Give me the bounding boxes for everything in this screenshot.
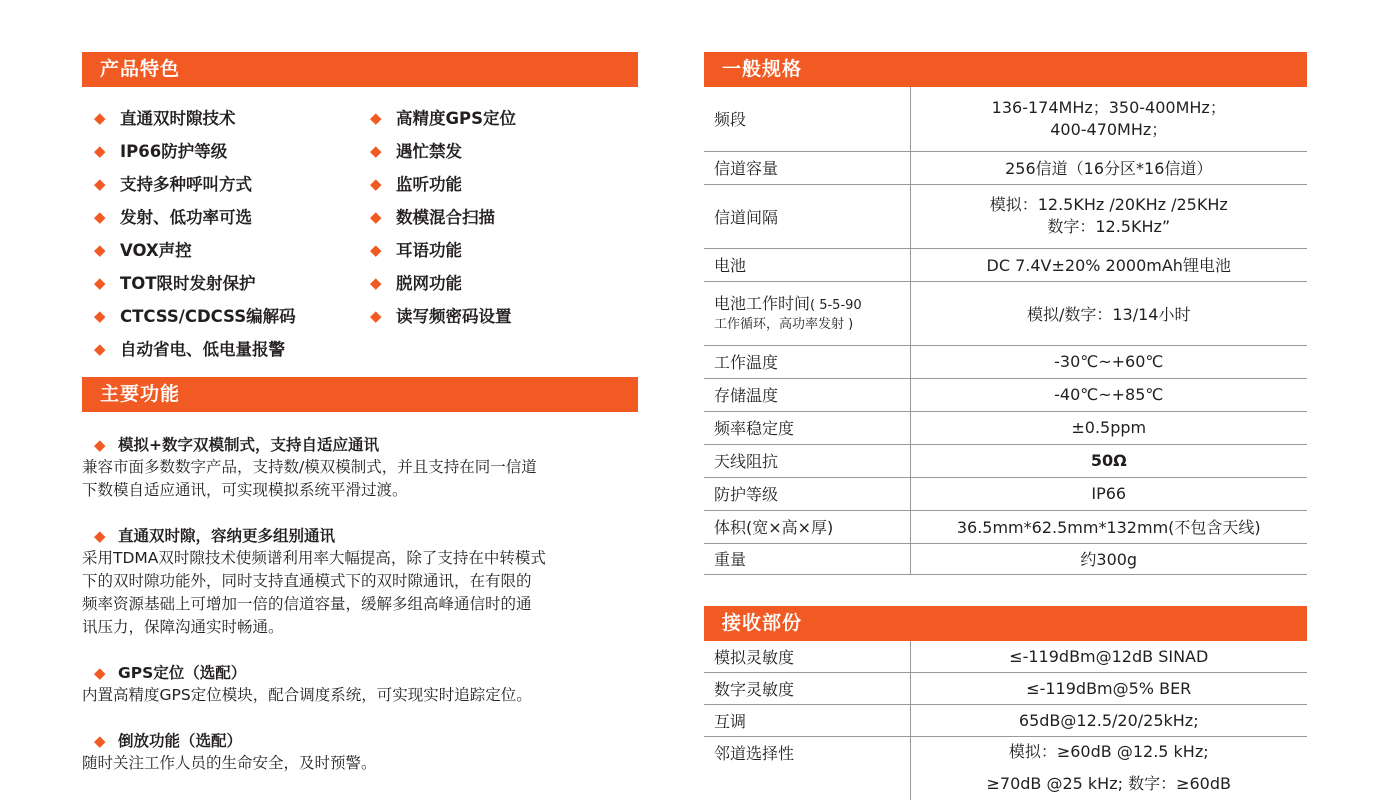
spec-value: 256信道（16分区*16信道） (910, 151, 1307, 184)
function-title-text: GPS定位（选配） (118, 664, 247, 682)
feature-item (370, 303, 516, 336)
feature-item (94, 204, 296, 237)
diamond-bullet-icon: ◆ (94, 340, 106, 358)
feature-label: 发射、低功率可选 (120, 208, 252, 227)
spec-key: 存储温度 (704, 378, 910, 411)
spec-value: DC 7.4V±20% 2000mAh锂电池 (910, 248, 1307, 281)
function-body (82, 684, 642, 707)
diamond-bullet-icon: ◆ (94, 274, 106, 292)
diamond-bullet-icon: ◆ (94, 664, 106, 682)
body-line: 内置高精度GPS定位模块，配合调度系统，可实现实时追踪定位。 (82, 686, 532, 704)
spec-value: ≤-119dBm@12dB SINAD (910, 641, 1307, 673)
spec-key: 频段 (704, 87, 910, 151)
function-block (82, 728, 638, 775)
function-block (82, 523, 638, 639)
left-column (82, 52, 638, 796)
spec-value-line: 模拟：12.5KHz /20KHz /25KHz (989, 195, 1228, 214)
diamond-bullet-icon: ◆ (370, 274, 382, 292)
features-list (82, 87, 638, 377)
spec-row (704, 378, 1307, 411)
feature-label: 读写频密码设置 (396, 307, 512, 326)
function-title (82, 523, 638, 547)
diamond-bullet-icon: ◆ (370, 175, 382, 193)
spec-row (704, 345, 1307, 378)
spec-key: 体积(宽×高×厚) (704, 510, 910, 543)
spec-key: 信道容量 (704, 151, 910, 184)
function-body (82, 547, 642, 639)
function-body (82, 456, 642, 502)
functions-list (82, 412, 638, 775)
spec-key-cell (704, 281, 910, 345)
diamond-bullet-icon: ◆ (94, 732, 106, 750)
feature-label: 直通双时隙技术 (120, 109, 236, 128)
spec-value: IP66 (910, 477, 1307, 510)
spec-value: -30℃~+60℃ (910, 345, 1307, 378)
diamond-bullet-icon: ◆ (94, 175, 106, 193)
features-header: 产品特色 (82, 52, 638, 87)
spec-value: 36.5mm*62.5mm*132mm(不包含天线) (910, 510, 1307, 543)
spec-row (704, 641, 1307, 673)
diamond-bullet-icon: ◆ (370, 109, 382, 127)
spec-value-line: ≥70dB @25 kHz; 数字：≥60dB (986, 774, 1231, 793)
function-title (82, 728, 638, 752)
spec-key: 电池 (704, 248, 910, 281)
function-title-text: 模拟+数字双模制式，支持自适应通讯 (118, 436, 379, 454)
spec-value-line: 模拟：≥60dB @12.5 kHz; (1008, 742, 1209, 761)
diamond-bullet-icon: ◆ (370, 241, 382, 259)
spec-row (704, 737, 1307, 800)
spec-key: 天线阻抗 (704, 444, 910, 477)
feature-item (370, 138, 516, 171)
diamond-bullet-icon: ◆ (94, 109, 106, 127)
spec-key: 模拟灵敏度 (704, 641, 910, 673)
diamond-bullet-icon: ◆ (370, 307, 382, 325)
spec-key: 数字灵敏度 (704, 673, 910, 705)
feature-label: 耳语功能 (396, 241, 462, 260)
feature-item (94, 171, 296, 204)
right-column (704, 52, 1307, 800)
feature-item (370, 204, 516, 237)
spec-key: 工作温度 (704, 345, 910, 378)
feature-label: 高精度GPS定位 (396, 109, 517, 128)
spec-row (704, 705, 1307, 737)
features-col-2 (370, 105, 516, 336)
feature-label: 支持多种呼叫方式 (120, 175, 252, 194)
function-title (82, 432, 638, 456)
diamond-bullet-icon: ◆ (94, 208, 106, 226)
body-line: 采用TDMA双时隙技术使频谱利用率大幅提高，除了支持在中转模式 (82, 549, 546, 567)
spec-row (704, 411, 1307, 444)
spec-row (704, 184, 1307, 248)
spec-row (704, 248, 1307, 281)
function-block (82, 432, 638, 502)
function-title-text: 直通双时隙，容纳更多组别通讯 (118, 527, 336, 545)
spec-key-main (714, 293, 910, 315)
feature-label: 遇忙禁发 (396, 142, 462, 161)
spec-value: 50Ω (910, 444, 1307, 477)
diamond-bullet-icon: ◆ (94, 241, 106, 259)
feature-item (94, 105, 296, 138)
feature-item (370, 237, 516, 270)
functions-header: 主要功能 (82, 377, 638, 412)
spec-row (704, 543, 1307, 574)
body-line: 随时关注工作人员的生命安全，及时预警。 (82, 754, 377, 772)
spec-value: 65dB@12.5/20/25kHz; (910, 705, 1307, 737)
feature-item (370, 270, 516, 303)
spec-value: ≤-119dBm@5% BER (910, 673, 1307, 705)
feature-label: 自动省电、低电量报警 (120, 340, 285, 359)
spec-value (910, 87, 1307, 151)
spec-key: 重量 (704, 543, 910, 574)
spec-key: 防护等级 (704, 477, 910, 510)
body-line: 讯压力，保障沟通实时畅通。 (82, 618, 284, 636)
function-block (82, 660, 638, 707)
spec-value-line: 136-174MHz；350-400MHz； (991, 97, 1226, 117)
spec-value-line: 400-470MHz； (1050, 119, 1168, 139)
feature-label: VOX声控 (120, 241, 192, 260)
body-line: 下的双时隙功能外，同时支持直通模式下的双时隙通讯，在有限的 (82, 572, 532, 590)
spec-key: 频率稳定度 (704, 411, 910, 444)
spec-value (910, 184, 1307, 248)
feature-item (94, 138, 296, 171)
feature-item (370, 105, 516, 138)
feature-label: CTCSS/CDCSS编解码 (120, 307, 296, 326)
spec-row (704, 151, 1307, 184)
body-line: 频率资源基础上可增加一倍的信道容量，缓解多组高峰通信时的通 (82, 595, 532, 613)
diamond-bullet-icon: ◆ (94, 307, 106, 325)
diamond-bullet-icon: ◆ (94, 142, 106, 160)
diamond-bullet-icon: ◆ (94, 436, 106, 454)
spec-value: ±0.5ppm (910, 411, 1307, 444)
receive-spec-table (704, 641, 1307, 800)
function-body (82, 752, 642, 775)
spec-key: 电池工作时间 (714, 293, 811, 313)
spec-value: 约300g (910, 543, 1307, 574)
spec-key: 互调 (704, 705, 910, 737)
feature-label: IP66防护等级 (120, 142, 228, 161)
spec-key-sub: 工作循环，高功率发射 ) (714, 316, 854, 332)
spec-row (704, 281, 1307, 345)
feature-item (94, 336, 296, 369)
spec-value: -40℃~+85℃ (910, 378, 1307, 411)
spec-value: 模拟/数字：13/14小时 (910, 281, 1307, 345)
feature-item (94, 237, 296, 270)
features-col-1 (94, 105, 296, 369)
spec-key-note: ( 5-5-90 (810, 297, 862, 313)
spec-key: 信道间隔 (704, 184, 910, 248)
spec-row (704, 673, 1307, 705)
spec-row (704, 87, 1307, 151)
feature-label: 数模混合扫描 (396, 208, 495, 227)
spec-row (704, 477, 1307, 510)
spec-value (910, 737, 1307, 800)
spec-value-line: 数字：12.5KHz” (1047, 217, 1171, 236)
spec-row (704, 444, 1307, 477)
diamond-bullet-icon: ◆ (94, 527, 106, 545)
body-line: 兼容市面多数数字产品，支持数/模双模制式，并且支持在同一信道 (82, 458, 537, 476)
spec-key: 邻道选择性 (704, 737, 910, 800)
diamond-bullet-icon: ◆ (370, 142, 382, 160)
feature-label: 监听功能 (396, 175, 462, 194)
general-spec-header: 一般规格 (704, 52, 1307, 87)
function-title (82, 660, 638, 684)
feature-item (94, 270, 296, 303)
feature-item (94, 303, 296, 336)
receive-spec-header: 接收部份 (704, 606, 1307, 641)
feature-item (370, 171, 516, 204)
body-line: 下数模自适应通讯，可实现模拟系统平滑过渡。 (82, 481, 408, 499)
feature-label: 脱网功能 (396, 274, 462, 293)
spec-row (704, 510, 1307, 543)
general-spec-table (704, 87, 1307, 575)
diamond-bullet-icon: ◆ (370, 208, 382, 226)
feature-label: TOT限时发射保护 (120, 274, 256, 293)
function-title-text: 倒放功能（选配） (118, 732, 243, 750)
